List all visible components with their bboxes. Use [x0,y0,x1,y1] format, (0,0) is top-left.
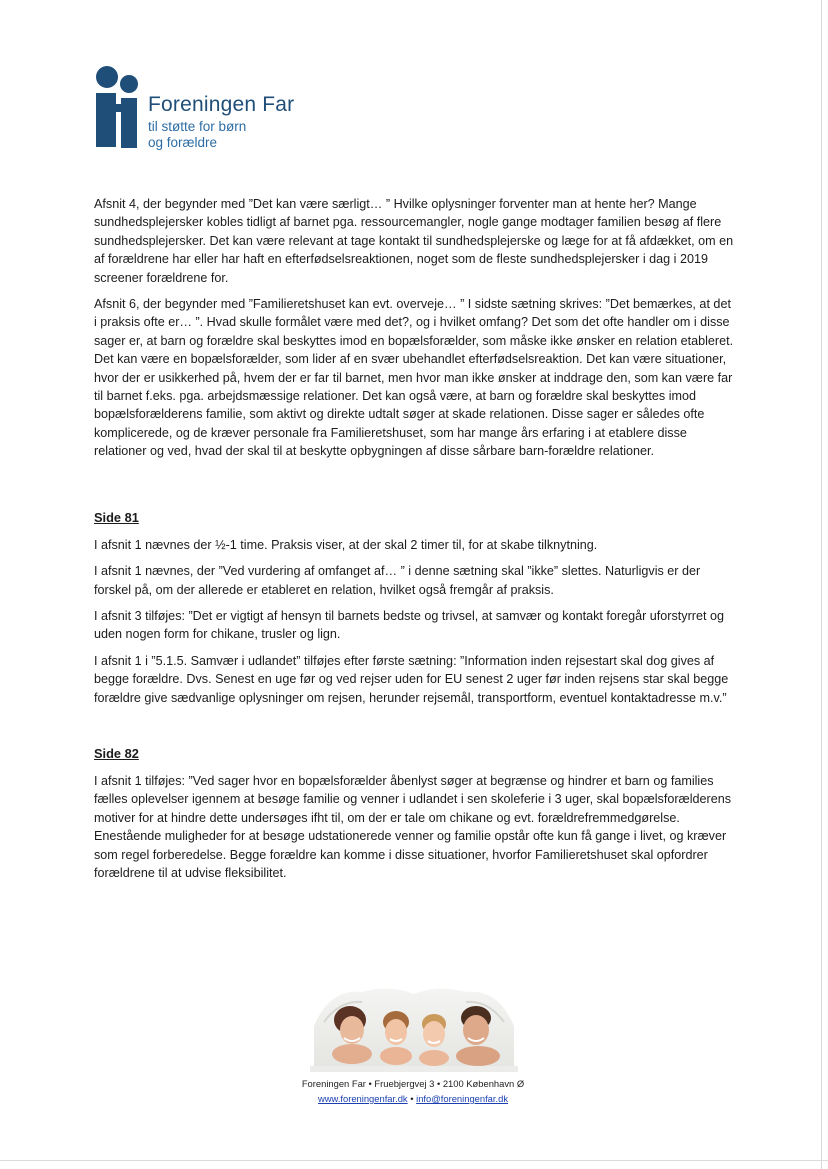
email-link[interactable]: info@foreningenfar.dk [416,1093,509,1104]
logo-tagline-line-1: til støtte for børn [148,119,247,134]
paragraph-side81-3: I afsnit 3 tilføjes: ”Det er vigtigt af hensyn til barnets bedste og trivsel, at samvær og kontakt foregår uforstyrret og uden nogen form for chikane, trusler og lign. [94,608,724,642]
page-edge-bottom [0,1160,828,1161]
paragraph-side81-2: I afsnit 1 nævnes, der ”Ved vurdering af omfanget af… ” i denne sætning skal ”ikke” slettes. Naturligvis er der forskel på, om der allerede er etableret en relation, hvilket også fremgår af praksis. [94,564,701,597]
section-heading-side-82: Side 82 [94,745,139,761]
paragraph-side81-1: I afsnit 1 nævnes der ½-1 time. Praksis viser, at der skal 2 timer til, for at skabe tilknytning. [94,537,598,552]
page-edge-right [821,0,822,1169]
logo-figures-icon [94,66,146,148]
paragraph-side81-4: I afsnit 1 i ”5.1.5. Samvær i udlandet” tilføjes efter første sætning: ”Information inden rejsestart skal dog gives af begge forældre. Dvs. Senest en uge før og ved rejser uden for EU senest 2 uger før inden rejsens star skal begge forældre give sædvanlige oplysninger om rejsen, herunder rejsemål, transportform, eventuel kontaktadresse m.v.” [94,653,729,705]
logo-name: Foreningen Far [148,93,295,116]
logo-tagline [148,119,246,151]
paragraph-afsnit-4: Afsnit 4, der begynder med ”Det kan være særligt… ” Hvilke oplysninger forventer man at hente her? Mange sundhedsplejersker kobles tidligt af barnet pga. ressourcemangler, nogle gange modtager familien besøg af flere sundhedsplejersker. Det kan være relevant at tage kontakt til sundhedsplejerske og læge for at få afdækket, om en af forældrene har eller har haft en efterfødselsreaktionen, noget som de fleste sundhedsplejersker i dag i 2019 screener forældrene for. [94,197,734,285]
organization-logo [94,66,354,156]
footer-separator: • [410,1093,414,1104]
footer-address: Foreningen Far • Fruebjergvej 3 • 2100 København Ø [301,1078,525,1089]
paragraph-afsnit-6: Afsnit 6, der begynder med ”Familieretshuset kan evt. overveje… ” I sidste sætning skrives: ”Det bemærkes, at det i praksis ofte er… ”. Hvad skulle formålet være med det?, og i hvilket omfang? Det som det ofte handler om i disse sager er, at barn og forældre skal beskyttes imod en bopælsforælder, som måske ikke ønsker en relation etableret. Det kan være en bopælsforælder, som lider af en svær ubehandlet efterfødselsreaktion. Det kan være situationer, hvor der er usikkerhed på, hvem der er far til barnet, men hvor man ikke ønsker at inddrage den, som kan være far til barnet f.eks. pga. arbejdsmæssige relationer. Det kan også være, at barn og forældre skal beskyttes imod bopælsforælderens familie, som aktivt og direkte udtalt søger at skade relationen. Disse sager er således ofte komplicerede, og de kræver personale fra Familieretshuset, som har mange års erfaring i at etablere disse relationer og ved, hvad der skal til at beskytte opbygningen af disse sårbare barn-forældre relationer. [94,297,734,459]
website-link[interactable]: www.foreningenfar.dk [317,1093,408,1104]
paragraph-side82-1: I afsnit 1 tilføjes: ”Ved sager hvor en bopælsforælder åbenlyst søger at begrænse og hindrer et barn og families fælles oplevelser igennem at besøge familie og venner i udlandet i sen skoleferie i 3 uger, skal bopælsforælderens motiver for at hindre dette undersøges ifht til, om der er tale om chikane og evt. forældrefremmedgørelse. Enestående muligheder for at besøge udstationerede venner og familie opstår ofte kun få gange i livet, og kræver som regel forberedelse. Begge forældre kan komme i disse situationer, hvorfor Familieretshuset skal opfordrer forældrene til at udvise fleksibilitet. [94,773,732,880]
family-photo [310,982,518,1072]
footer-links [240,1093,586,1104]
document-body [94,195,734,882]
logo-tagline-line-2: og forældre [148,135,218,150]
section-heading-side-81: Side 81 [94,509,139,525]
